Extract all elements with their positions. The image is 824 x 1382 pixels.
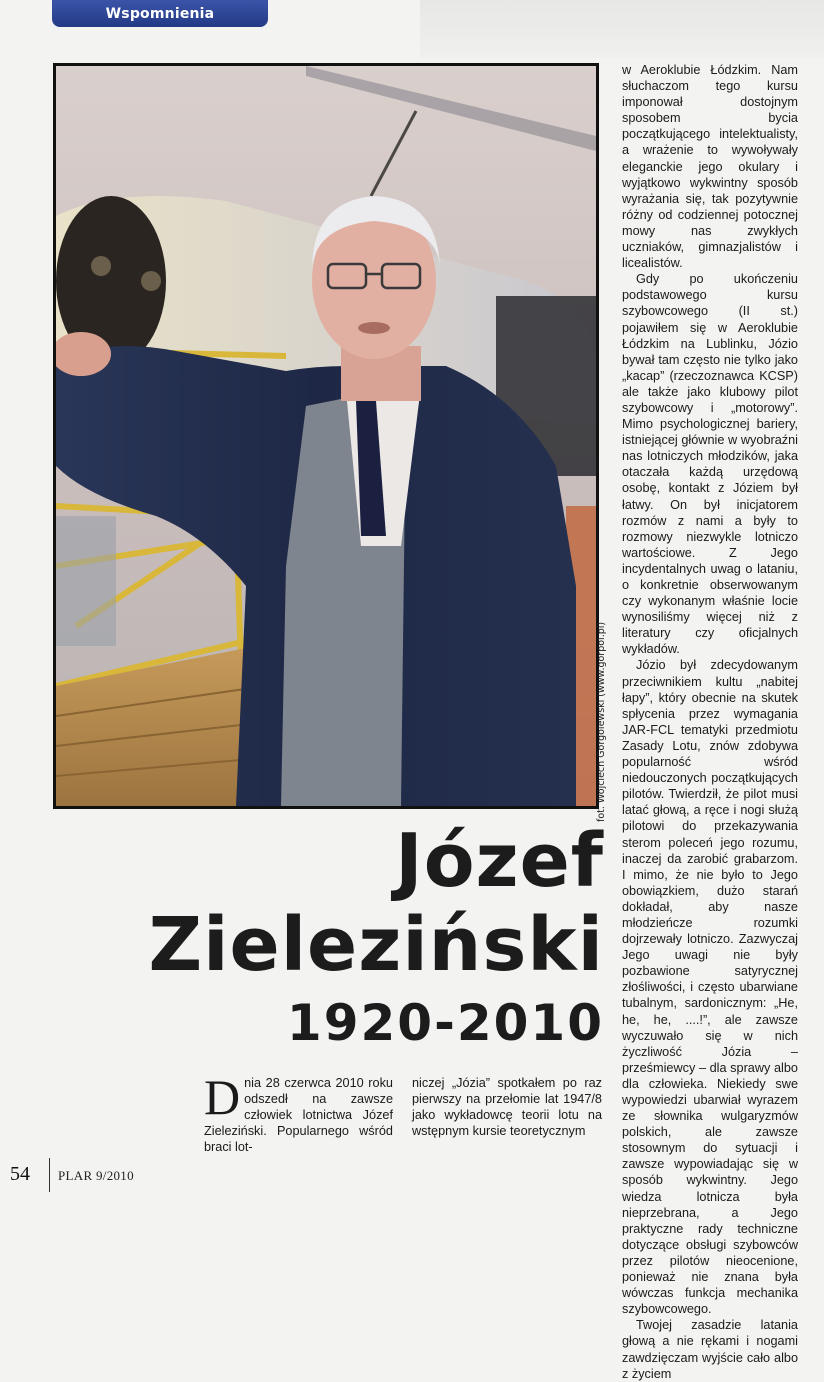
drop-cap: D — [204, 1069, 241, 1125]
photo-credit: fot. Wojciech Gorgolewski (www.gorpol.pl) — [596, 621, 607, 822]
title-first-name: Józef — [395, 818, 604, 904]
paragraph: nia 28 czerwca 2010 roku odszedł na zawsze człowiek lotnictwa Józef Zieleziński. Popularnego wśród braci lot- — [204, 1076, 393, 1155]
paragraph: Gdy po ukończeniu podstawowego kursu szybowcowego (II st.) pojawiłem się w Aeroklubie Łódzkim na Lublinku, Józio bywał tam często nie tylko jako „kacap” (rzeczoznawca KCSP) ale także jako klubowy pilot szybowcowy i „motorowy”. Mimo psychologicznej bariery, istniejącej głównie w wyobraźni nas lotniczych młodzików, jaka otaczała każdą urzędową osobę, kontakt z Józiem był łatwy. On był inicjatorem rozmów z nami a były to rozmowy niezwykle lotniczo wartościowe. Z Jego incydentalnych uwag o lataniu, o konkretnie obserwowanym czy wykonanym właśnie locie wynosiliśmy więcej niż z literatury czy oficjalnych wykładów. — [622, 272, 798, 657]
title-last-name: Zieleziński — [148, 902, 604, 988]
page-number: 54 — [10, 1163, 30, 1185]
print-through-ghost — [420, 0, 824, 58]
paragraph: Józio był zdecydowanym przeciwnikiem kultu „nabitej łapy”, który obecnie na skutek spłycenia przez wymagania JAR-FCL tematyki przedmiotu Zasady Lotu, znów zdobywa popularność wśród niedouczonych początkujących pilotów. Twierdził, że pilot musi latać głową, a ręce i nogi służą pilotowi do przekazywania sterom poleceń jego rozumu, inaczej da zarobić grabarzom. I mimo, że nie było to Jego obowiązkiem, dużo starań dokładał, aby nasze młodzieńcze rozumki dojrzewały lotniczo. Zazwyczaj Jego uwagi nie były pozbawione satyrycznej złośliwości, i często ubarwiane tubalnym, sardonicznym: „He, he, he, ....!”, ale zawsze wyczuwało się w nich życzliwość Józia – prześmiewcy – dla sprawy albo dla człowieka. Niekiedy swe wypowiedzi ubarwiał wyrazem ze słownika wulgaryzmów polskich, ale zawsze stosownym do sytuacji i zawsze wypowiadając się w sposób wykwintny. Jego wiedza lotnicza była nieprzebrana, a Jego praktyczne rady techniczne dotyczące obsługi szybowców przez pilotów nieocenione, ponieważ nie znana była wówczas funkcja mechanika szybowcowego. — [622, 658, 798, 1317]
section-tab: Wspomnienia — [52, 0, 268, 27]
article-bottom-column-1 — [204, 1069, 393, 1155]
magazine-issue: PLAR 9/2010 — [58, 1168, 134, 1183]
article-bottom-column-2: niczej „Józia” spotkałem po raz pierwszy na przełomie lat 1947/8 jako wykładowcę teorii lotu na wstępnym kursie teoretycznym — [412, 1076, 602, 1139]
portrait-photo-illustration — [56, 66, 596, 806]
article-right-column — [622, 62, 798, 1382]
paragraph: w Aeroklubie Łódzkim. Nam słuchaczom tego kursu imponował dostojnym sposobem bycia początkującego intelektualisty, a wrażenie to wywoływały eleganckie jego okulary i wyjątkowo wykwintny sposób wyrażania się, tak pozytywnie różny od codziennej potocznej mowy nas zwykłych uczniaków, gimnazjalistów i licealistów. — [622, 63, 798, 271]
portrait-photo — [53, 63, 599, 809]
paragraph: Twojej zasadzie latania głową a nie rękami i nogami zawdzięczam wyjście cało albo z życiem — [622, 1318, 798, 1381]
title-years: 1920-2010 — [286, 994, 604, 1052]
footer-divider — [49, 1158, 50, 1192]
